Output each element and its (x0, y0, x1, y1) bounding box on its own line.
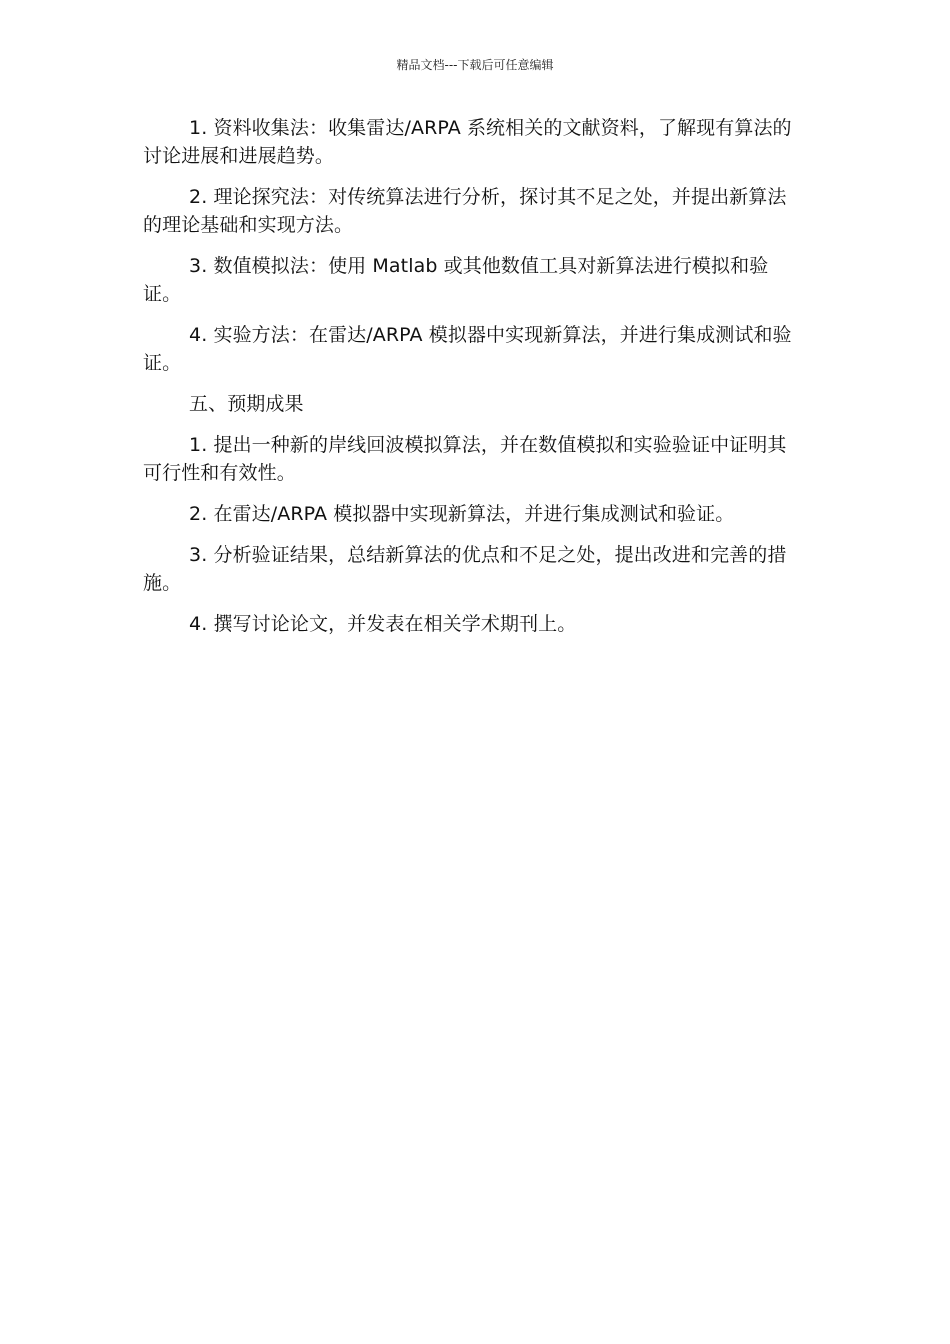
result-item-2: 2. 在雷达/ARPA 模拟器中实现新算法，并进行集成测试和验证。 (189, 503, 735, 525)
method-item-4: 4. 实验方法：在雷达/ARPA 模拟器中实现新算法，并进行集成测试和验证。 (143, 324, 792, 374)
result-item-1: 1. 提出一种新的岸线回波模拟算法，并在数值模拟和实验验证中证明其可行性和有效性。 (143, 434, 787, 484)
method-item-2: 2. 理论探究法：对传统算法进行分析，探讨其不足之处，并提出新算法的理论基础和实现方法。 (143, 186, 787, 236)
result-item-3: 3. 分析验证结果，总结新算法的优点和不足之处，提出改进和完善的措施。 (143, 544, 787, 594)
page-header: 精品文档---下载后可任意编辑 (396, 58, 554, 72)
document-body (143, 114, 803, 651)
result-item-4: 4. 撰写讨论论文，并发表在相关学术期刊上。 (189, 613, 577, 635)
section-heading-expected-results: 五、预期成果 (189, 393, 304, 415)
method-item-1: 1. 资料收集法：收集雷达/ARPA 系统相关的文献资料，了解现有算法的讨论进展和进展趋势。 (143, 117, 792, 167)
method-item-3: 3. 数值模拟法：使用 Matlab 或其他数值工具对新算法进行模拟和验证。 (143, 255, 769, 305)
